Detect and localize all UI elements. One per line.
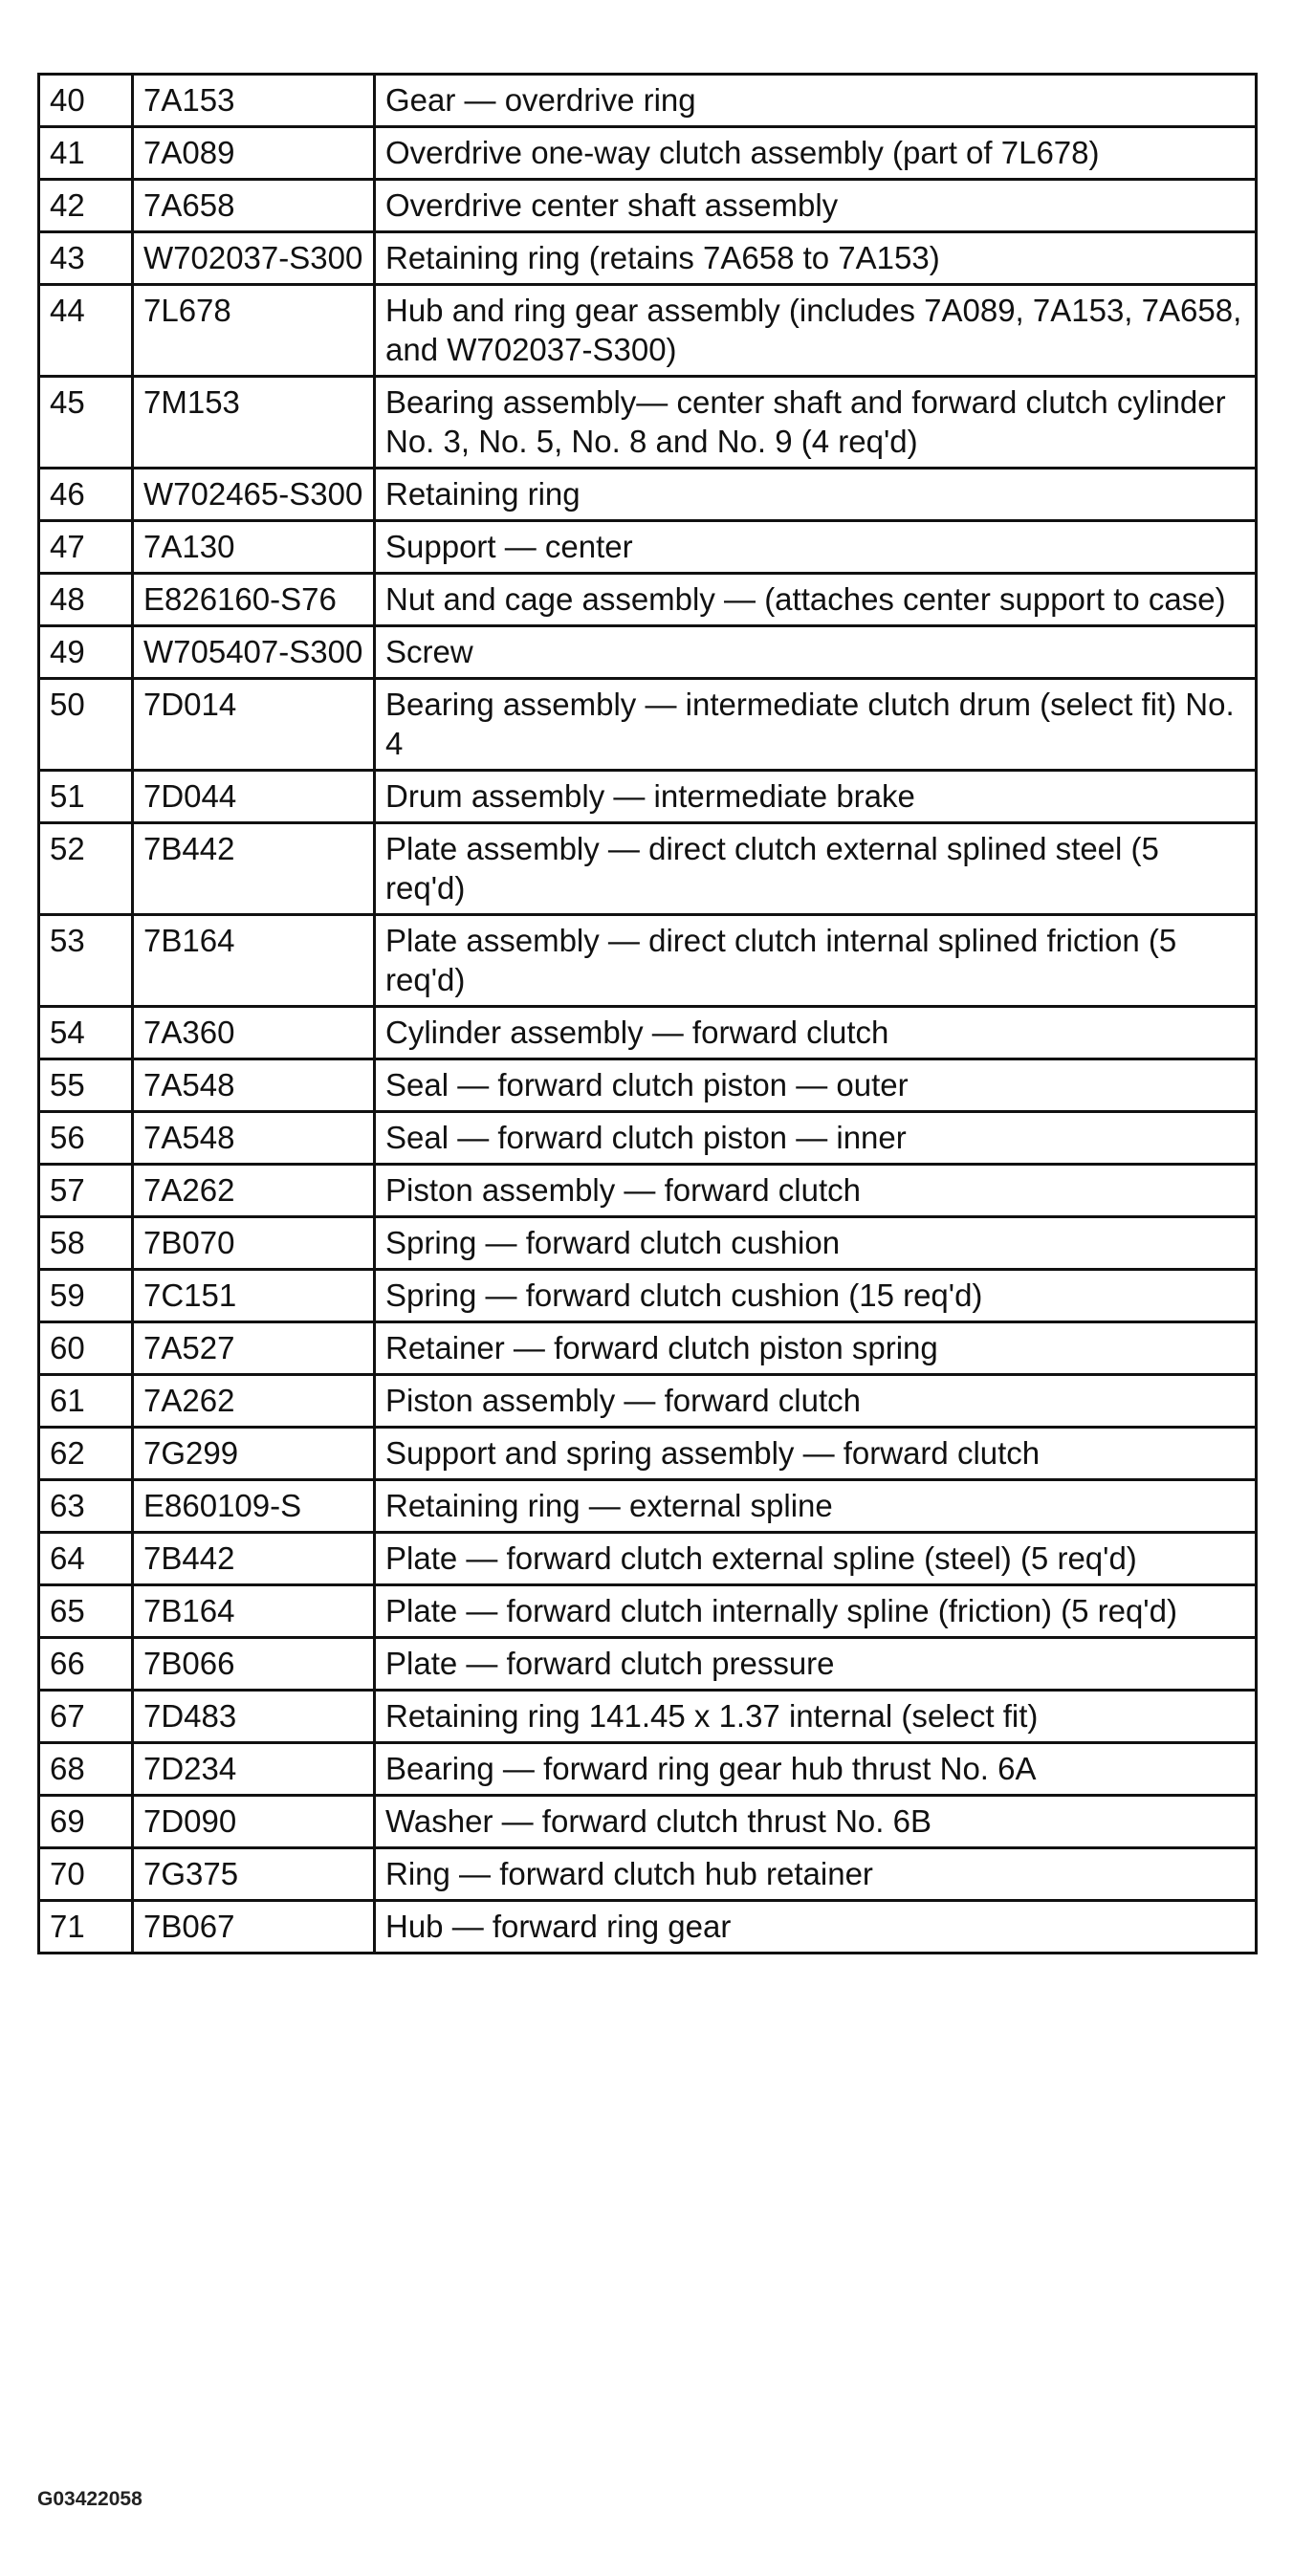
item-number-cell: 57	[39, 1165, 133, 1217]
figure-code: G03422058	[37, 2488, 142, 2510]
item-number-cell: 63	[39, 1480, 133, 1533]
item-number-cell: 58	[39, 1217, 133, 1270]
description-cell: Piston assembly — forward clutch	[375, 1165, 1257, 1217]
description-cell: Retaining ring (retains 7A658 to 7A153)	[375, 232, 1257, 285]
item-number-cell: 47	[39, 521, 133, 574]
table-row	[39, 1585, 1257, 1638]
part-number-cell: 7A130	[133, 521, 375, 574]
table-row	[39, 180, 1257, 232]
item-number-cell: 42	[39, 180, 133, 232]
part-number-cell: E826160-S76	[133, 574, 375, 626]
table-row	[39, 521, 1257, 574]
part-number-cell: 7A360	[133, 1007, 375, 1059]
part-number-cell: 7B442	[133, 823, 375, 915]
item-number-cell: 60	[39, 1322, 133, 1375]
item-number-cell: 68	[39, 1743, 133, 1796]
table-row	[39, 285, 1257, 377]
description-cell: Bearing — forward ring gear hub thrust No. 6A	[375, 1743, 1257, 1796]
part-number-cell: 7A262	[133, 1165, 375, 1217]
item-number-cell: 40	[39, 75, 133, 127]
description-cell: Overdrive center shaft assembly	[375, 180, 1257, 232]
description-cell: Bearing assembly— center shaft and forward clutch cylinder No. 3, No. 5, No. 8 and No. 9 (4 req'd)	[375, 377, 1257, 469]
description-cell: Plate — forward clutch pressure	[375, 1638, 1257, 1691]
item-number-cell: 53	[39, 915, 133, 1007]
description-cell: Seal — forward clutch piston — inner	[375, 1112, 1257, 1165]
part-number-cell: 7G375	[133, 1848, 375, 1901]
table-row	[39, 1901, 1257, 1954]
item-number-cell: 51	[39, 771, 133, 823]
item-number-cell: 52	[39, 823, 133, 915]
item-number-cell: 45	[39, 377, 133, 469]
table-row	[39, 75, 1257, 127]
item-number-cell: 66	[39, 1638, 133, 1691]
part-number-cell: W705407-S300	[133, 626, 375, 679]
part-number-cell: 7A548	[133, 1059, 375, 1112]
description-cell: Hub — forward ring gear	[375, 1901, 1257, 1954]
part-number-cell: 7G299	[133, 1428, 375, 1480]
description-cell: Cylinder assembly — forward clutch	[375, 1007, 1257, 1059]
part-number-cell: 7A262	[133, 1375, 375, 1428]
table-row	[39, 626, 1257, 679]
table-row	[39, 1691, 1257, 1743]
part-number-cell: 7A153	[133, 75, 375, 127]
description-cell: Support and spring assembly — forward clutch	[375, 1428, 1257, 1480]
description-cell: Retaining ring 141.45 x 1.37 internal (select fit)	[375, 1691, 1257, 1743]
description-cell: Piston assembly — forward clutch	[375, 1375, 1257, 1428]
part-number-cell: 7A658	[133, 180, 375, 232]
description-cell: Nut and cage assembly — (attaches center support to case)	[375, 574, 1257, 626]
description-cell: Retaining ring — external spline	[375, 1480, 1257, 1533]
item-number-cell: 50	[39, 679, 133, 771]
table-row	[39, 1428, 1257, 1480]
table-row	[39, 1533, 1257, 1585]
part-number-cell: 7D044	[133, 771, 375, 823]
table-row	[39, 1112, 1257, 1165]
item-number-cell: 44	[39, 285, 133, 377]
part-number-cell: 7A548	[133, 1112, 375, 1165]
table-row	[39, 1638, 1257, 1691]
part-number-cell: 7B164	[133, 915, 375, 1007]
table-row	[39, 1848, 1257, 1901]
table-row	[39, 771, 1257, 823]
table-row	[39, 1007, 1257, 1059]
table-row	[39, 1322, 1257, 1375]
description-cell: Drum assembly — intermediate brake	[375, 771, 1257, 823]
description-cell: Screw	[375, 626, 1257, 679]
parts-table-body	[39, 75, 1257, 1954]
table-row	[39, 915, 1257, 1007]
part-number-cell: 7B164	[133, 1585, 375, 1638]
item-number-cell: 59	[39, 1270, 133, 1322]
part-number-cell: 7D234	[133, 1743, 375, 1796]
description-cell: Bearing assembly — intermediate clutch drum (select fit) No. 4	[375, 679, 1257, 771]
item-number-cell: 56	[39, 1112, 133, 1165]
table-row	[39, 1480, 1257, 1533]
description-cell: Plate assembly — direct clutch internal splined friction (5 req'd)	[375, 915, 1257, 1007]
table-row	[39, 1059, 1257, 1112]
item-number-cell: 41	[39, 127, 133, 180]
description-cell: Support — center	[375, 521, 1257, 574]
table-row	[39, 469, 1257, 521]
description-cell: Spring — forward clutch cushion (15 req'd)	[375, 1270, 1257, 1322]
item-number-cell: 65	[39, 1585, 133, 1638]
part-number-cell: 7A527	[133, 1322, 375, 1375]
table-row	[39, 1375, 1257, 1428]
item-number-cell: 43	[39, 232, 133, 285]
description-cell: Retaining ring	[375, 469, 1257, 521]
table-row	[39, 232, 1257, 285]
description-cell: Plate assembly — direct clutch external splined steel (5 req'd)	[375, 823, 1257, 915]
item-number-cell: 64	[39, 1533, 133, 1585]
part-number-cell: 7M153	[133, 377, 375, 469]
parts-table	[37, 73, 1258, 1954]
table-row	[39, 679, 1257, 771]
table-row	[39, 1165, 1257, 1217]
part-number-cell: 7L678	[133, 285, 375, 377]
description-cell: Hub and ring gear assembly (includes 7A089, 7A153, 7A658, and W702037-S300)	[375, 285, 1257, 377]
part-number-cell: W702037-S300	[133, 232, 375, 285]
description-cell: Overdrive one-way clutch assembly (part of 7L678)	[375, 127, 1257, 180]
part-number-cell: E860109-S	[133, 1480, 375, 1533]
part-number-cell: 7D014	[133, 679, 375, 771]
table-row	[39, 1796, 1257, 1848]
description-cell: Plate — forward clutch external spline (steel) (5 req'd)	[375, 1533, 1257, 1585]
description-cell: Ring — forward clutch hub retainer	[375, 1848, 1257, 1901]
table-row	[39, 574, 1257, 626]
part-number-cell: W702465-S300	[133, 469, 375, 521]
table-row	[39, 823, 1257, 915]
table-row	[39, 1217, 1257, 1270]
part-number-cell: 7B067	[133, 1901, 375, 1954]
description-cell: Plate — forward clutch internally spline (friction) (5 req'd)	[375, 1585, 1257, 1638]
part-number-cell: 7A089	[133, 127, 375, 180]
description-cell: Washer — forward clutch thrust No. 6B	[375, 1796, 1257, 1848]
item-number-cell: 49	[39, 626, 133, 679]
part-number-cell: 7D090	[133, 1796, 375, 1848]
part-number-cell: 7D483	[133, 1691, 375, 1743]
description-cell: Spring — forward clutch cushion	[375, 1217, 1257, 1270]
item-number-cell: 48	[39, 574, 133, 626]
table-row	[39, 377, 1257, 469]
item-number-cell: 61	[39, 1375, 133, 1428]
item-number-cell: 54	[39, 1007, 133, 1059]
description-cell: Gear — overdrive ring	[375, 75, 1257, 127]
description-cell: Seal — forward clutch piston — outer	[375, 1059, 1257, 1112]
part-number-cell: 7B070	[133, 1217, 375, 1270]
item-number-cell: 70	[39, 1848, 133, 1901]
item-number-cell: 55	[39, 1059, 133, 1112]
table-row	[39, 1743, 1257, 1796]
part-number-cell: 7C151	[133, 1270, 375, 1322]
table-row	[39, 1270, 1257, 1322]
part-number-cell: 7B442	[133, 1533, 375, 1585]
item-number-cell: 46	[39, 469, 133, 521]
description-cell: Retainer — forward clutch piston spring	[375, 1322, 1257, 1375]
item-number-cell: 69	[39, 1796, 133, 1848]
item-number-cell: 67	[39, 1691, 133, 1743]
table-row	[39, 127, 1257, 180]
item-number-cell: 62	[39, 1428, 133, 1480]
item-number-cell: 71	[39, 1901, 133, 1954]
part-number-cell: 7B066	[133, 1638, 375, 1691]
